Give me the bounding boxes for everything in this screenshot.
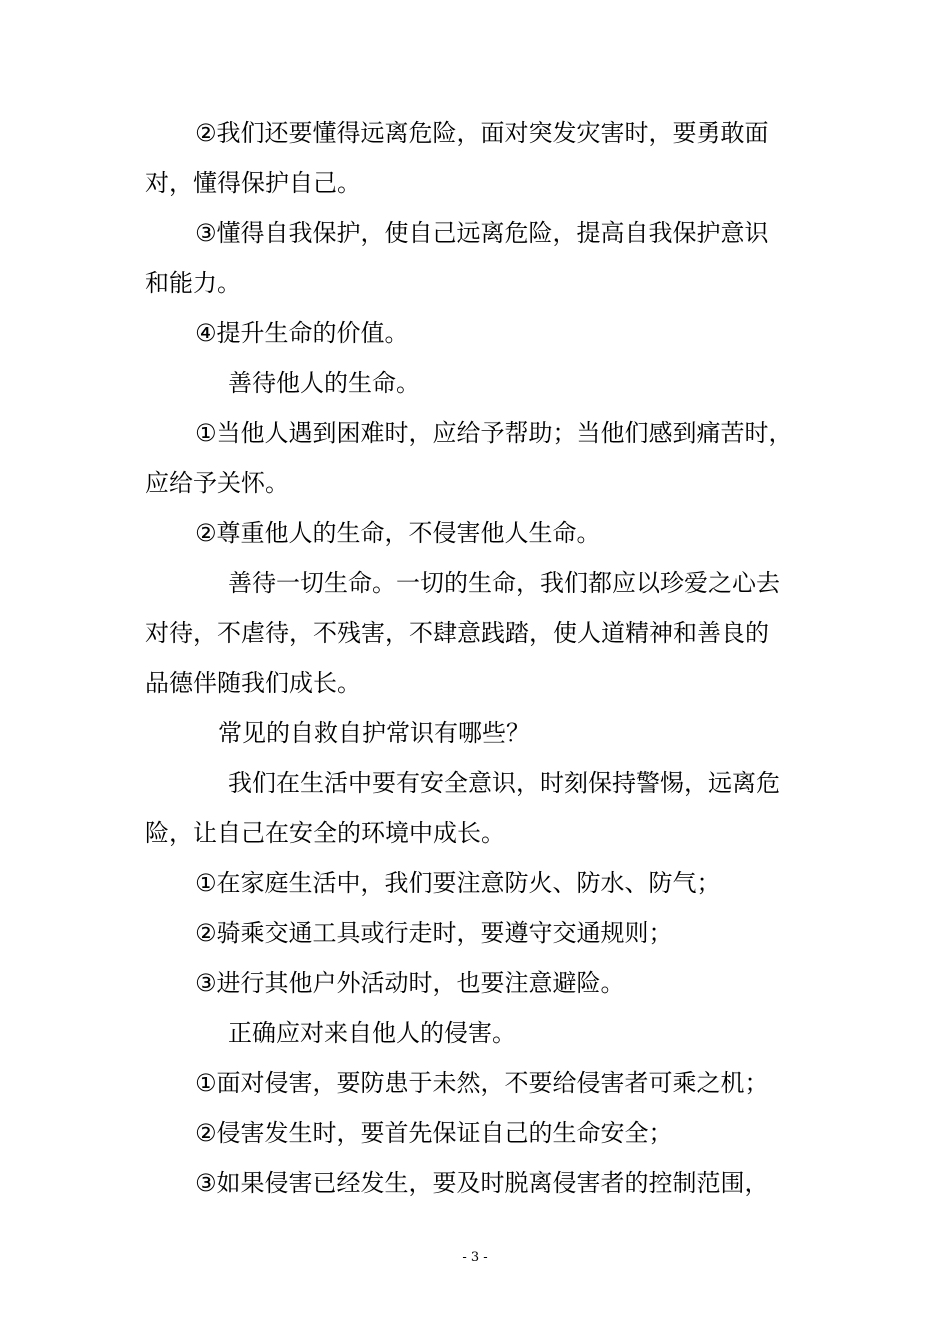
paragraph-line: ②我们还要懂得远离危险，面对突发灾害时，要勇敢面 — [195, 119, 769, 147]
paragraph-line: 和能力。 — [145, 269, 241, 297]
section-heading: 正确应对来自他人的侵害。 — [228, 1019, 516, 1047]
paragraph-line: ③如果侵害已经发生，要及时脱离侵害者的控制范围， — [195, 1169, 769, 1197]
paragraph-line: 对，懂得保护自己。 — [145, 169, 361, 197]
paragraph-line: 品德伴随我们成长。 — [145, 669, 361, 697]
paragraph-line: ②侵害发生时，要首先保证自己的生命安全； — [195, 1119, 673, 1147]
paragraph-line: ①当他人遇到困难时，应给予帮助；当他们感到痛苦时， — [195, 419, 793, 447]
paragraph-line: ③懂得自我保护，使自己远离危险，提高自我保护意识 — [195, 219, 769, 247]
paragraph-line: 我们在生活中要有安全意识，时刻保持警惕，远离危 — [228, 769, 780, 797]
paragraph-line: 应给予关怀。 — [145, 469, 289, 497]
paragraph-line: ③进行其他户外活动时，也要注意避险。 — [195, 969, 625, 997]
paragraph-line: ④提升生命的价值。 — [195, 319, 409, 347]
section-heading: 善待一切生命。一切的生命，我们都应以珍爱之心去 — [228, 569, 780, 597]
paragraph-line: ①面对侵害，要防患于未然，不要给侵害者可乘之机； — [195, 1069, 769, 1097]
paragraph-line: ①在家庭生活中，我们要注意防火、防水、防气； — [195, 869, 721, 897]
section-heading: 善待他人的生命。 — [228, 369, 420, 397]
paragraph-line: ②尊重他人的生命，不侵害他人生命。 — [195, 519, 601, 547]
paragraph-line: 对待，不虐待，不残害，不肆意践踏，使人道精神和善良的 — [145, 619, 769, 647]
paragraph-line: 险，让自己在安全的环境中成长。 — [145, 819, 505, 847]
page-number: - 3 - — [462, 1250, 488, 1265]
paragraph-line: ②骑乘交通工具或行走时，要遵守交通规则； — [195, 919, 673, 947]
question-heading: 常见的自救自护常识有哪些？ — [218, 719, 530, 747]
